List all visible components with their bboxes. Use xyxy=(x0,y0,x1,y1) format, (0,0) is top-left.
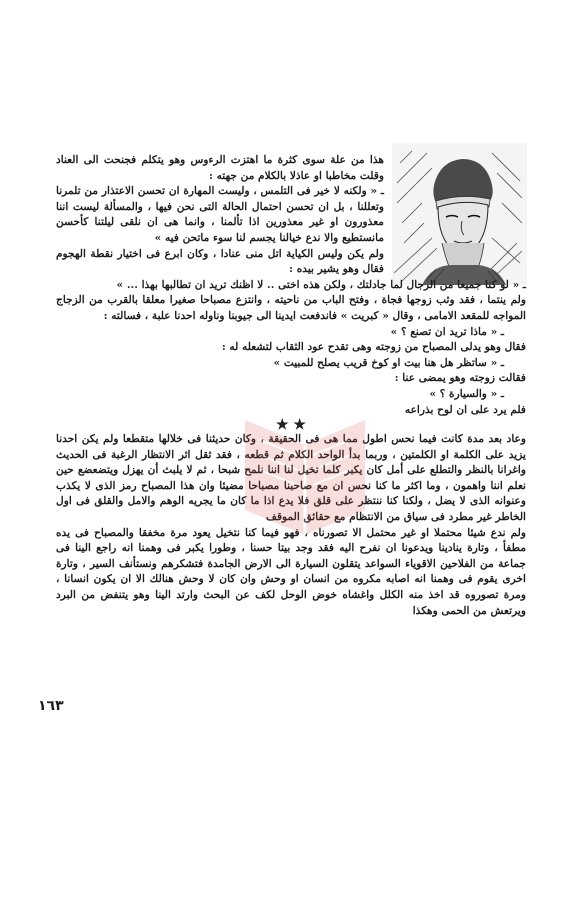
dialogue-line: ـ « ساتظر هل هنا بيت او كوخ قريب يصلح للمبيت » xyxy=(273,356,504,369)
paragraph: ولم ندع شيئا محتملا او غير محتمل الا تصورناه ، فهو فيما كنا نتخيل يعود مرة مخفقا والمصباح فى يده مطفأ ، وتارة ينادينا ويدعونا ان نفرح اليه فقد وجد بيتا حسنا ، وطورا يكبر فى وهمنا انه راجع الينا فى جماعة من الفلاحين الاقوياء السواعد يتقلون السيارة الى الارض الجامدة فتشكرهم ونستأنف السير ، وتارة اخرى يقوم فى وهمنا انه اصابه مكروه من انسان او وحش وان كان لا وحش هنالك الا ان يكون انسانا ، ومرة تصوروه قد اخذ منه الكلل واغشاه خوض الوحل لكف عن البحث وارتد الينا وهو يتنفض من البرد ويرتعش من الحمى وهكذا xyxy=(56,526,526,617)
paragraph: فقالت زوجته وهو يمضى عنا : xyxy=(394,372,526,385)
paragraph: وعاد بعد مدة كانت فيما نحس اطول مما هى فى الحقيقة ، وكان حديثنا فى خلالها متقطعا ولم يكن احدنا يزيد على الكلمة او الكلمتين ، وربما بدأ الواحد الكلام ثم قطعه ، فقد ثقل اثر الانتظار الرغبة فى الحديث واغرانا بالنظر والتطلع على أمل كان يكبر كلما تخيل لنا اننا نلمح شبحا ، ثم لا يلبث أن يهزل ويتضعضع حين نعلم اننا واهمون ، وما اكثر ما كنا نحس ان مع صاحبنا مصباحا مضيئا وان هذا المصباح رمز الذى لا يكذب وعنوانه الذى لا يضل ، ولكنا كنا ننتظر على قلق فلا يدع اذا ما كان ما يجريه الوهم والامل والقلق فى اول الخاطر غير مطرد فى سياق من الانتظام مع حقائق الموقف xyxy=(56,433,526,524)
paragraph: ولم يكن وليس الكياية اتل منى عنادا ، وكان ابرع فى اختيار نقطة الهجوم فقال وهو يشير بيده : xyxy=(56,247,384,276)
dialogue-line: ـ « والسيارة ؟ » xyxy=(429,387,504,400)
paragraph: ـ « لو كنا جميعا من الرجال لما جادلتك ، ولكن هذه اختى .. لا اظنك تريد ان تطالبها بهذا ... » xyxy=(116,278,526,291)
paragraph: فلم يرد على ان لوح بذراعه xyxy=(404,403,526,416)
paragraph: هذا من علة سوى كثرة ما اهتزت الرءوس وهو يتكلم فجنحت الى العناد وقلت مخاطبا او عاذلا بالكلام من جهته : xyxy=(56,154,384,182)
paragraph: ـ « ولكنه لا خير فى التلمس ، وليست المهارة ان تحسن الاعتذار من تلمرنا وتعللنا ، بل ان تحسن احتمال الحالة التى نحن فيها ، والمسألة ليست اننا معذورون او غير معذورين اذا تألمنا ، وانما هى ان نلقى ليلتنا كأحسن مانستطيع والا ندع خيالنا يجسم لنا سوء ماتحن فيه » xyxy=(56,185,384,244)
page-number: ١٦٣ xyxy=(38,698,64,714)
dialogue-line: ـ « ماذا تريد ان تصنع ؟ » xyxy=(390,325,504,338)
paragraph: فقال وهو يدلى المصباح من زوجته وهى تقدح عود الثقاب لتشعله له : xyxy=(221,341,526,354)
body-text xyxy=(56,153,526,619)
section-separator-stars: ★ ★ xyxy=(276,417,306,434)
paragraph: ولم ينتما ، فقد وثب زوجها فجاة ، وفتح الباب من ناحيته ، وانتزع مصباحا صغيرا معلقا بالقرب من الزجاج المواجه للمقعد الامامى ، وقال « كبريت » فاندفعت ايدينا الى جيوبنا وناوله احدنا علبة ، فسالته : xyxy=(56,294,526,322)
